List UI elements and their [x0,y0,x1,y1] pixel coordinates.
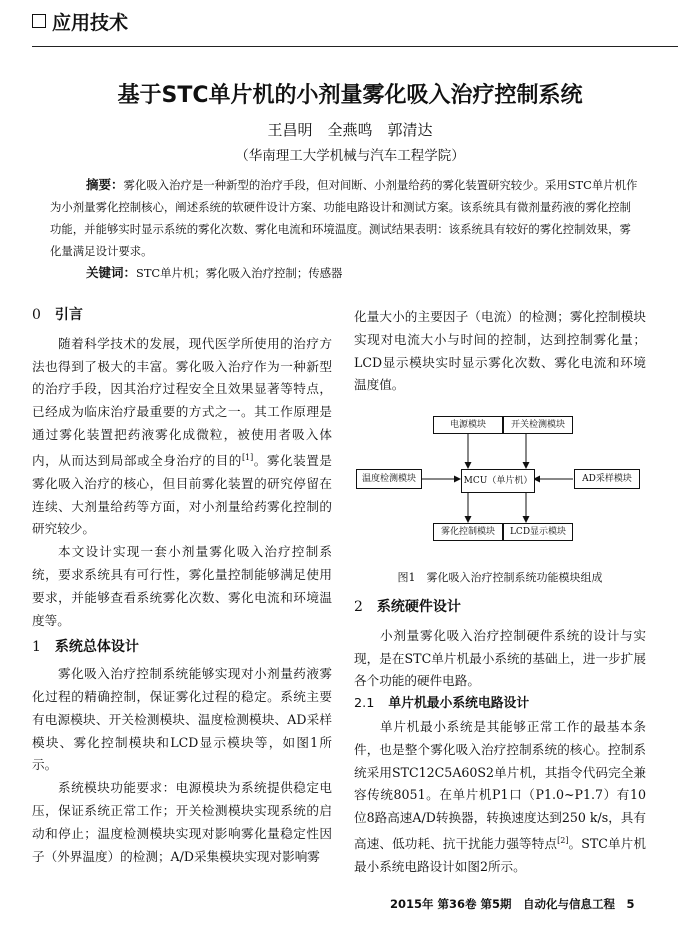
hardware-paragraph-1: 小剂量雾化吸入治疗控制硬件系统的设计与实现，是在STC单片机最小系统的基础上，进一步扩展各个功能的硬件电路。 [354,627,646,689]
figure-1-diagram [354,412,646,552]
right-column-bottom [354,596,646,879]
lcd-module-box: LCD显示模块 [503,523,573,541]
affiliation: （华南理工大学机械与汽车工程学院） [235,148,465,164]
section-header [32,8,128,35]
square-icon [32,14,46,28]
header-rule [32,46,678,47]
heading-minimum-system: 2.1 单片机最小系统电路设计 [354,696,530,712]
switch-module-box: 开关检测模块 [503,416,573,434]
authors: 王昌明 全燕鸣 郭清达 [267,121,433,139]
left-column [32,304,332,868]
keywords [86,263,342,281]
abstract [50,174,640,262]
citation-2: [2] [557,835,569,845]
heading-system-design: 1 系统总体设计 [32,639,139,656]
page-footer: 2015年 第36卷 第5期 自动化与信息工程 5 [390,897,635,911]
intro-paragraph-2: 本文设计实现一套小剂量雾化吸入治疗控制系统，要求系统具有可行性，雾化量控制能够满足使用要求，并能够查看系统雾化次数、雾化电流和环境温度等。 [32,544,332,628]
mcu-box: MCU（单片机） [461,469,535,493]
heading-hardware-design: 2 系统硬件设计 [354,599,461,615]
design-paragraph-2: 系统模块功能要求：电源模块为系统提供稳定电压，保证系统正常工作；开关检测模块实现系统的启动和停止；温度检测模块实现对影响雾化量稳定性因子（外界温度）的检测；A/D采集模块实现对影响雾 [32,780,332,864]
section-header-label: 应用技术 [52,12,129,34]
ad-module-box: AD采样模块 [574,469,640,489]
abstract-label: 摘要： [86,177,124,192]
design-paragraph-2-continued: 化量大小的主要因子（电流）的检测；雾化控制模块实现对电流大小与时间的控制，达到控制雾化量；LCD显示模块实时显示雾化次数、雾化电流和环境温度值。 [354,309,646,393]
heading-introduction: 0 引言 [32,307,83,323]
design-paragraph-1: 雾化吸入治疗控制系统能够实现对小剂量药液雾化过程的精确控制，保证雾化过程的稳定。系统主要有电源模块、开关检测模块、温度检测模块、AD采样模块、雾化控制模块和LCD显示模块等，如图1所示。 [32,666,332,773]
paper-title: 基于STC单片机的小剂量雾化吸入治疗控制系统 [117,83,583,108]
right-column-top [354,306,646,397]
figure-1-caption: 图1 雾化吸入治疗控制系统功能模块组成 [397,571,603,584]
temp-module-box: 温度检测模块 [356,469,422,489]
abstract-text: 雾化吸入治疗是一种新型的治疗手段，但对间断、小剂量给药的雾化装置研究较少。采用STC单片机作为小剂量雾化控制核心，阐述系统的软硬件设计方案、功能电路设计和测试方案。该系统具有微剂量药液的雾化控制功能，并能够实时显示系统的雾化次数、雾化电流和环境温度。测试结果表明：该系统具有较好的雾化控制效果，雾化量满足设计要求。 [50,178,638,258]
keywords-label: 关键词： [86,265,137,280]
power-module-box: 电源模块 [433,416,503,434]
citation-1: [1] [241,452,254,462]
minimum-system-paragraph: 单片机最小系统是其能够正常工作的最基本条件，也是整个雾化吸入治疗控制系统的核心。控制系统采用STC12C5A60S2单片机，其指令代码完全兼容传统8051。在单片机P1口（P1.0~P1.7）有10位8路高速A/D转换器，转换速度达到250 k/s，具有高速、低功耗、抗干扰能力强等特点[2]。STC单片机最小系统电路设计如图2所示。 [354,718,646,874]
atomize-module-box: 雾化控制模块 [433,523,503,541]
intro-paragraph-1: 随着科学技术的发展，现代医学所使用的治疗方法也得到了极大的丰富。雾化吸入治疗作为一种新型的治疗手段，因其治疗过程安全且效果显著等特点，已经成为临床治疗最重要的方式之一。其工作原理是通过雾化装置把药液雾化成微粒，被使用者吸入体内，从而达到局部或全身治疗的目的[1]。雾化装置是雾化吸入治疗的核心，但目前雾化装置的研究停留在连续、大剂量给药等方面，对小剂量给药雾化控制的研究较少。 [32,335,333,537]
keywords-text: STC单片机；雾化吸入治疗控制；传感器 [136,266,343,280]
